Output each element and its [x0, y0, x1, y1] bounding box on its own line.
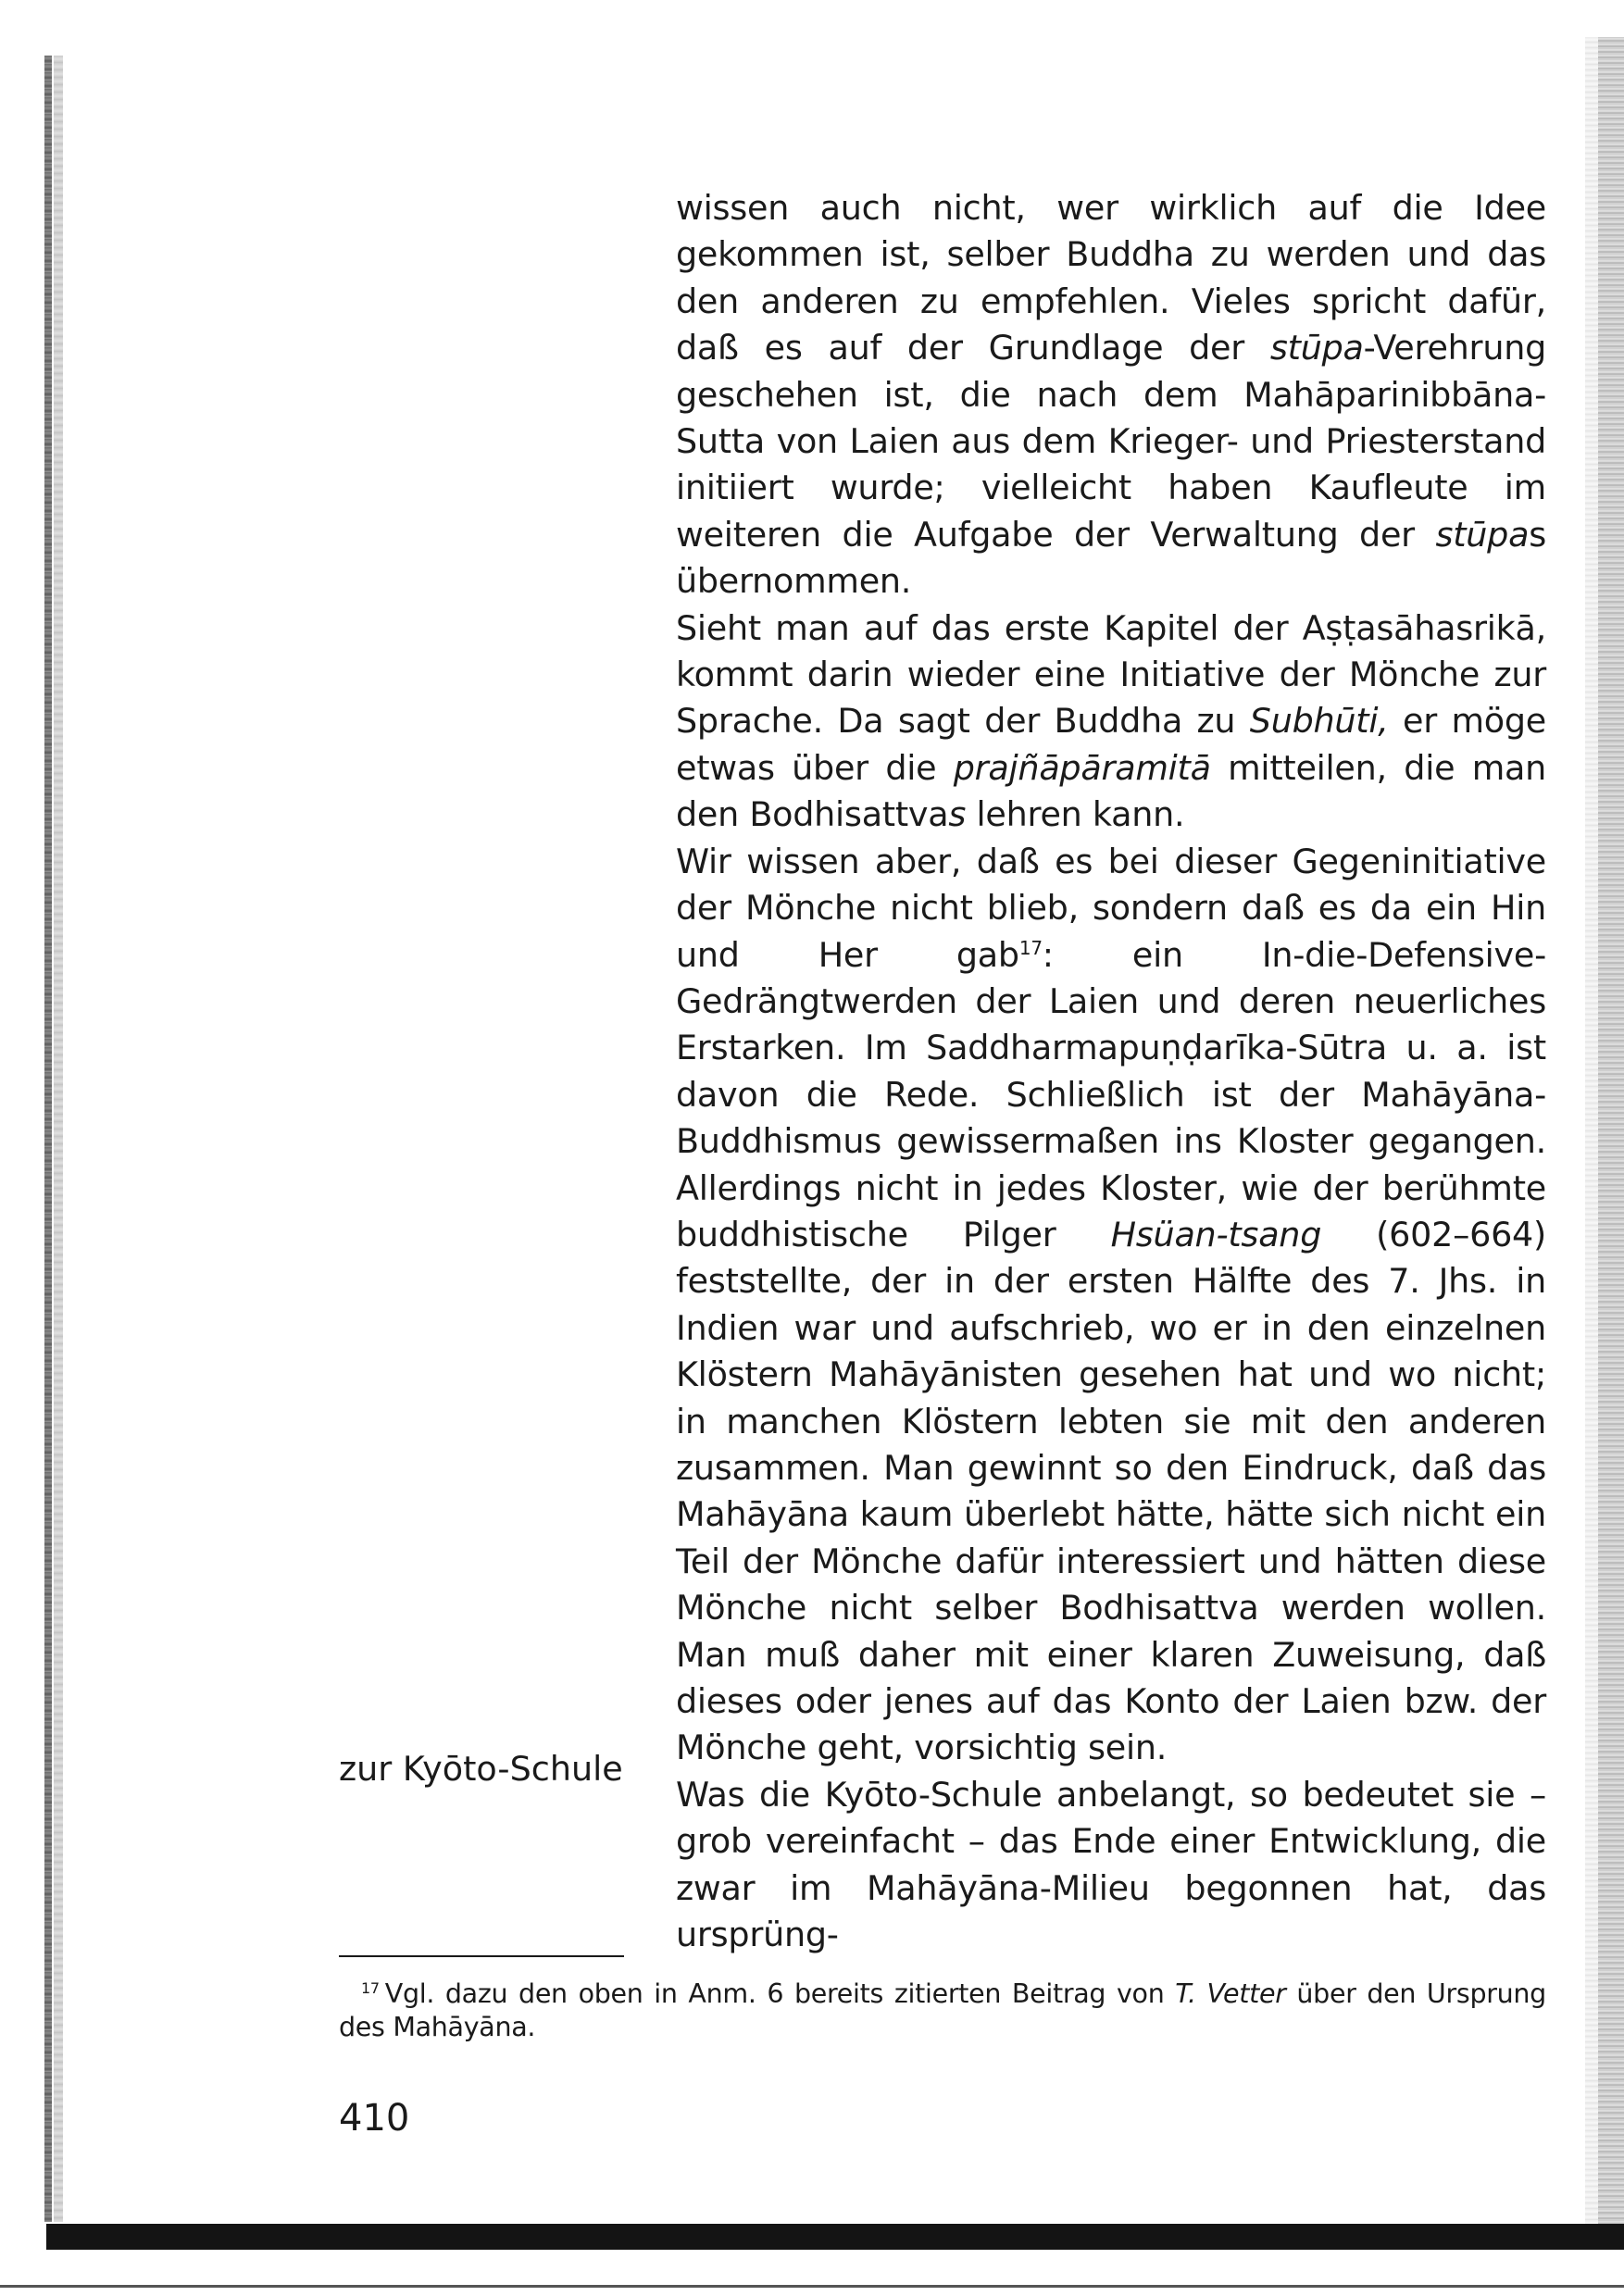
margin-note: zur Kyōto-Schule	[339, 1749, 623, 1789]
footnote-number: 17	[361, 1978, 380, 1997]
scan-bottom-line	[0, 2285, 1624, 2288]
text-run: s übernommen.	[676, 514, 1546, 602]
text-run: wissen auch nicht, wer wirklich auf die Idee gekommen ist, selber Buddha zu werden und das den anderen zu empfehlen. Vieles spricht dafür, daß es auf der Grundlage der	[676, 188, 1546, 368]
text-run: er möge etwas über die	[676, 701, 1546, 788]
footnote-reference[interactable]: 17	[1018, 936, 1043, 959]
italic-term: prajñāpāramitā	[953, 747, 1211, 788]
text-run: : ein In-die-Defensive-Gedrängtwerden der Laien und deren neuerliches Erstarken. Im Saddharmapuṇḍarīka-Sūtra u. a. ist davon die Rede. Schließlich ist der Mahāyāna-Buddhismus gewissermaßen ins Kloster gegangen. Allerdings nicht in jedes Kloster, wie der berühmte buddhistische Pilger	[676, 934, 1546, 1254]
scan-page-edge-right-soft	[1585, 37, 1598, 2240]
text-run: (602–664) feststellte, der in der ersten Hälfte des 7. Jhs. in Indien war und aufschrieb, wo er in den einzelnen Klöstern Mahāyānisten gesehen hat und wo nicht; in manchen Klöstern lebten sie mit den anderen zusammen. Man gewinnt so den Eindruck, daß das Mahāyāna kaum überlebt hätte, hätte sich nicht ein Teil der Mönche dafür interessiert und hätten diese Mönche nicht selber Bodhisattva werden wollen. Man muß daher mit einer klaren Zuweisung, daß dieses oder jenes auf das Konto der Laien bzw. der Mönche geht, vorsichtig sein.	[676, 1214, 1547, 1768]
paragraph-1	[676, 185, 1546, 605]
scan-bottom-edge	[46, 2224, 1624, 2250]
footnote-divider	[339, 1955, 624, 1957]
page-number: 410	[339, 2097, 410, 2140]
italic-term: T. Vetter	[1175, 1978, 1286, 2009]
italic-term: stūpa	[1269, 328, 1364, 368]
text-run: mitteilen, die man den Bodhisattva	[676, 747, 1546, 835]
paragraph-4	[676, 1772, 1546, 1959]
main-text-column	[676, 185, 1546, 1958]
text-run: lehren kann.	[966, 794, 1185, 835]
scan-binding-shadow-left-soft	[54, 56, 63, 2222]
footnote-17	[339, 1978, 1546, 2044]
paragraph-2	[676, 605, 1546, 839]
italic-term: Hsüan-tsang	[1110, 1214, 1322, 1254]
italic-term: s	[948, 794, 967, 835]
scan-page-edge-right	[1598, 37, 1624, 2240]
text-run: Wir wissen aber, daß es bei dieser Gegeninitiative der Mönche nicht blieb, sondern daß es da ein Hin und Her gab	[676, 841, 1546, 975]
text-run: Sieht man auf das erste Kapitel der Aṣṭasāhasrikā, kommt darin wieder eine Initiative der Mönche zur Sprache. Da sagt der Buddha zu	[676, 607, 1546, 742]
text-run: Vgl. dazu den oben in Anm. 6 bereits zitierten Beitrag von	[384, 1978, 1176, 2009]
text-run: über den Ursprung des Mahāyāna.	[339, 1978, 1546, 2042]
text-run: Was die Kyōto-Schule anbelangt, so bedeutet sie – grob vereinfacht – das Ende einer Entwicklung, die zwar im Mahāyāna-Milieu begonnen hat, das ursprüng-	[676, 1774, 1546, 1955]
italic-term: stūpa	[1435, 514, 1530, 555]
italic-term: Subhūti,	[1249, 701, 1389, 742]
text-run: -Verehrung geschehen ist, die nach dem Mahāparinibbāna-Sutta von Laien aus dem Krieger- und Priesterstand initiiert wurde; vielleicht haben Kaufleute im weiteren die Aufgabe der Verwaltung der	[676, 328, 1546, 555]
paragraph-3	[676, 839, 1546, 1772]
scan-binding-shadow-left	[44, 56, 52, 2222]
